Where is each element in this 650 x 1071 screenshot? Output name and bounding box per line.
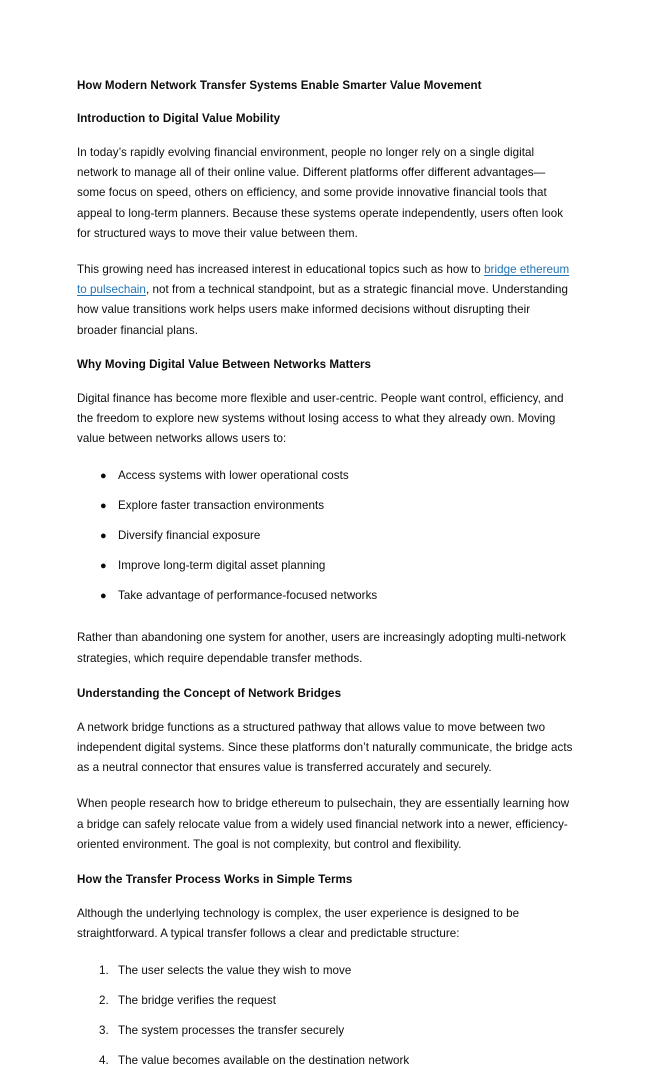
list-item xyxy=(77,1051,573,1071)
section-heading-why-moving: Why Moving Digital Value Between Networks Matters xyxy=(77,357,372,371)
bullet-icon: ● xyxy=(100,500,107,513)
section-heading-introduction: Introduction to Digital Value Mobility xyxy=(77,112,281,125)
page-title: How Modern Network Transfer Systems Enable Smarter Value Movement xyxy=(77,79,482,92)
list-item xyxy=(77,991,573,1011)
list-item-label: Diversify financial exposure xyxy=(118,529,261,543)
benefits-bullet-list xyxy=(77,466,573,606)
step-number: 1. xyxy=(99,964,109,978)
spacer xyxy=(77,620,573,628)
bridge-ethereum-to-pulsechain-link[interactable]: bridge ethereum to pulsechain xyxy=(77,263,570,297)
list-item-label: The system processes the transfer securely xyxy=(118,1024,345,1038)
step-number: 4. xyxy=(99,1054,109,1068)
list-item-label: The value becomes available on the destination network xyxy=(118,1054,410,1068)
list-item-label: Explore faster transaction environments xyxy=(118,499,325,513)
list-item-label: Improve long-term digital asset planning xyxy=(118,559,326,573)
why-moving-paragraph: Digital finance has become more flexible and user-centric. People want control, efficiency, and the freedom to explore new systems without losing access to what they already own. Moving value between networks allows users to: xyxy=(77,391,564,446)
bullet-icon: ● xyxy=(100,560,107,573)
list-item-label: Take advantage of performance-focused networks xyxy=(118,589,378,603)
document-body xyxy=(77,78,573,1071)
list-item-label: Access systems with lower operational costs xyxy=(118,469,349,483)
list-item xyxy=(77,526,573,546)
intro-paragraph-2-text-before: This growing need has increased interest in educational topics such as how to xyxy=(77,263,485,277)
list-item-label: The bridge verifies the request xyxy=(118,994,277,1008)
intro-paragraph-1: In today’s rapidly evolving financial environment, people no longer rely on a single digital network to manage all of their online value. Different platforms offer different advantages—some focus on speed, others on efficiency, and some provide innovative financial tools that appeal to long-term planners. Because these systems operate independently, users often look for structured ways to move their value between them. xyxy=(77,146,564,240)
list-item xyxy=(77,586,573,606)
list-item xyxy=(77,1021,573,1041)
bullet-icon: ● xyxy=(100,590,107,603)
bullet-icon: ● xyxy=(100,470,107,483)
transfer-process-paragraph: Although the underlying technology is complex, the user experience is designed to be straightforward. A typical transfer follows a clear and predictable structure: xyxy=(77,907,520,941)
intro-paragraph-2-text-after: , not from a technical standpoint, but as a strategic financial move. Understanding how value transitions work helps users make informed decisions without disrupting their broader financial plans. xyxy=(77,283,569,337)
section-heading-network-bridges: Understanding the Concept of Network Bridges xyxy=(77,686,342,700)
intro-paragraph-2 xyxy=(77,260,573,341)
step-number: 3. xyxy=(99,1024,109,1038)
transfer-steps-list xyxy=(77,961,573,1071)
list-item xyxy=(77,466,573,486)
section-heading-transfer-process: How the Transfer Process Works in Simple Terms xyxy=(77,873,353,887)
list-item xyxy=(77,961,573,981)
list-item xyxy=(77,556,573,576)
bridges-paragraph-2: When people research how to bridge ethereum to pulsechain, they are essentially learning how a bridge can safely relocate value from a widely used financial network into a newer, efficiency-oriented environment. The goal is not complexity, but control and flexibility. xyxy=(77,797,570,851)
bridges-paragraph-1: A network bridge functions as a structured pathway that allows value to move between two independent digital systems. Since these platforms don’t naturally communicate, the bridge acts as a neutral connector that ensures value is transferred accurately and securely. xyxy=(77,720,573,775)
list-item-label: The user selects the value they wish to move xyxy=(118,964,352,978)
bullet-icon: ● xyxy=(100,530,107,543)
why-moving-closing-paragraph: Rather than abandoning one system for another, users are increasingly adopting multi-network strategies, which require dependable transfer methods. xyxy=(77,631,566,665)
list-item xyxy=(77,496,573,516)
step-number: 2. xyxy=(99,994,109,1008)
